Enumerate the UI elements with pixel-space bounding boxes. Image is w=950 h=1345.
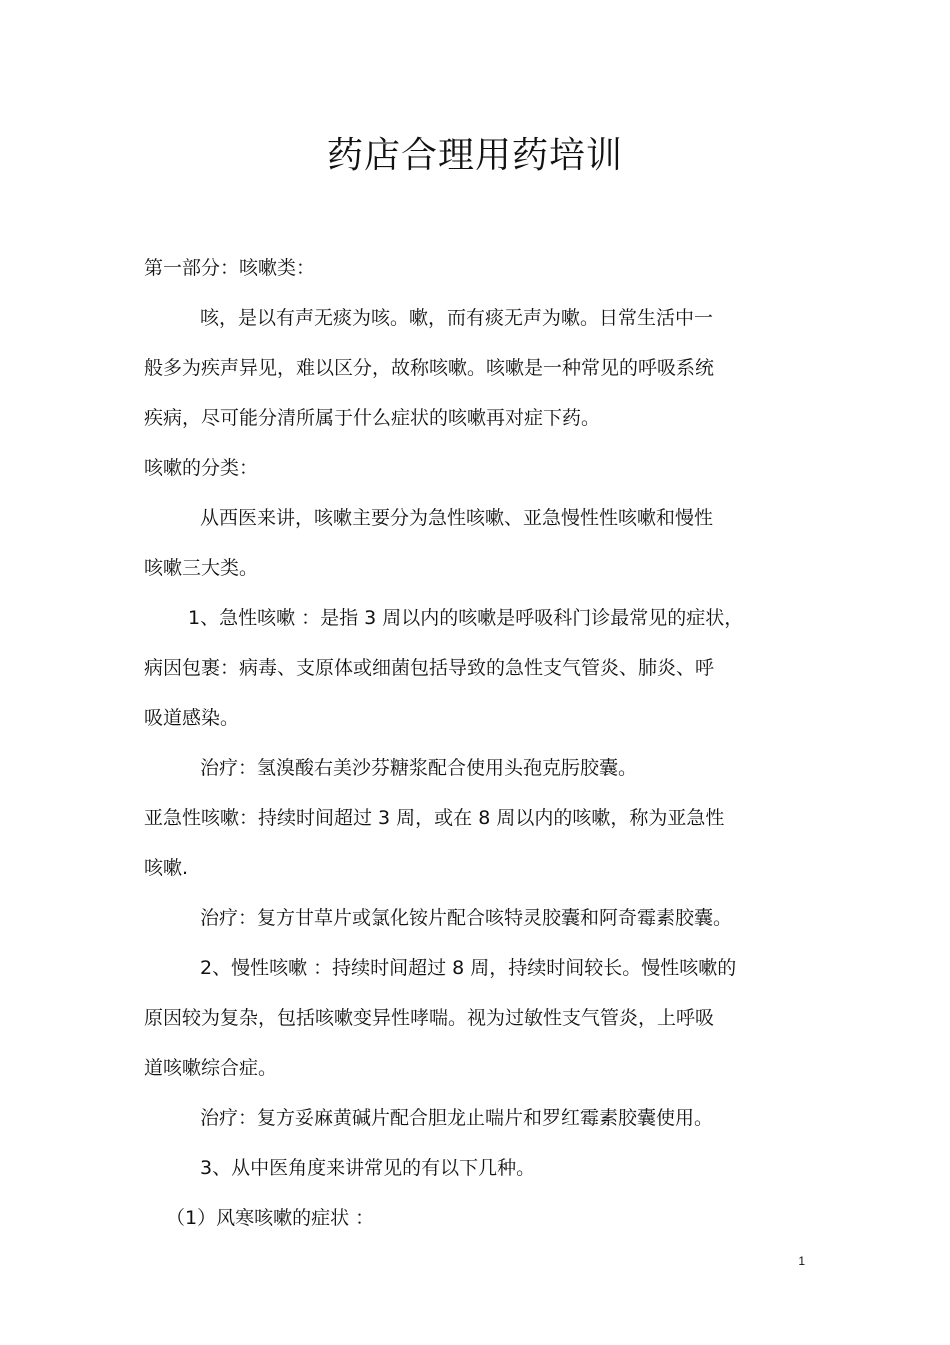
subacute-cough-line: 亚急性咳嗽：持续时间超过 3 周，或在 8 周以内的咳嗽，称为亚急性 xyxy=(144,807,725,829)
paragraph-line: 道咳嗽综合症。 xyxy=(144,1057,278,1079)
section-heading-cough: 第一部分：咳嗽类： xyxy=(144,257,316,279)
paragraph-line: 吸道感染。 xyxy=(144,707,240,729)
chronic-cough-line: 2、慢性咳嗽 ：持续时间超过 8 周，持续时间较长。慢性咳嗽的 xyxy=(200,957,737,979)
paragraph-line: 咳嗽. xyxy=(144,857,189,879)
subheading-cough-classification: 咳嗽的分类： xyxy=(144,457,259,479)
treatment-line: 治疗：复方甘草片或氯化铵片配合咳特灵胶囊和阿奇霉素胶囊。 xyxy=(200,907,733,929)
acute-cough-line: 1、急性咳嗽 ：是指 3 周以内的咳嗽是呼吸科门诊最常见的症状， xyxy=(188,607,744,629)
paragraph-line: 原因较为复杂，包括咳嗽变异性哮喘。视为过敏性支气管炎，上呼吸 xyxy=(144,1007,715,1029)
treatment-line: 治疗：复方妥麻黄碱片配合胆龙止喘片和罗红霉素胶囊使用。 xyxy=(200,1107,714,1129)
paragraph-line: 咳，是以有声无痰为咳。嗽，而有痰无声为嗽。日常生活中一 xyxy=(200,307,714,329)
page-number: 1 xyxy=(798,1254,805,1268)
tcm-heading-line: 3、从中医角度来讲常见的有以下几种。 xyxy=(200,1157,536,1179)
wind-cold-cough-heading: （1）风寒咳嗽的症状 ： xyxy=(166,1207,375,1229)
paragraph-line: 病因包裹：病毒、支原体或细菌包括导致的急性支气管炎、肺炎、呼 xyxy=(144,657,715,679)
paragraph-line: 般多为疾声异见，难以区分，故称咳嗽。咳嗽是一种常见的呼吸系统 xyxy=(144,357,715,379)
treatment-line: 治疗：氢溴酸右美沙芬糖浆配合使用头孢克肟胶囊。 xyxy=(200,757,638,779)
paragraph-line: 从西医来讲，咳嗽主要分为急性咳嗽、亚急慢性性咳嗽和慢性 xyxy=(200,507,714,529)
paragraph-line: 疾病，尽可能分清所属于什么症状的咳嗽再对症下药。 xyxy=(144,407,601,429)
document-title: 药店合理用药培训 xyxy=(326,135,623,176)
paragraph-line: 咳嗽三大类。 xyxy=(144,557,259,579)
